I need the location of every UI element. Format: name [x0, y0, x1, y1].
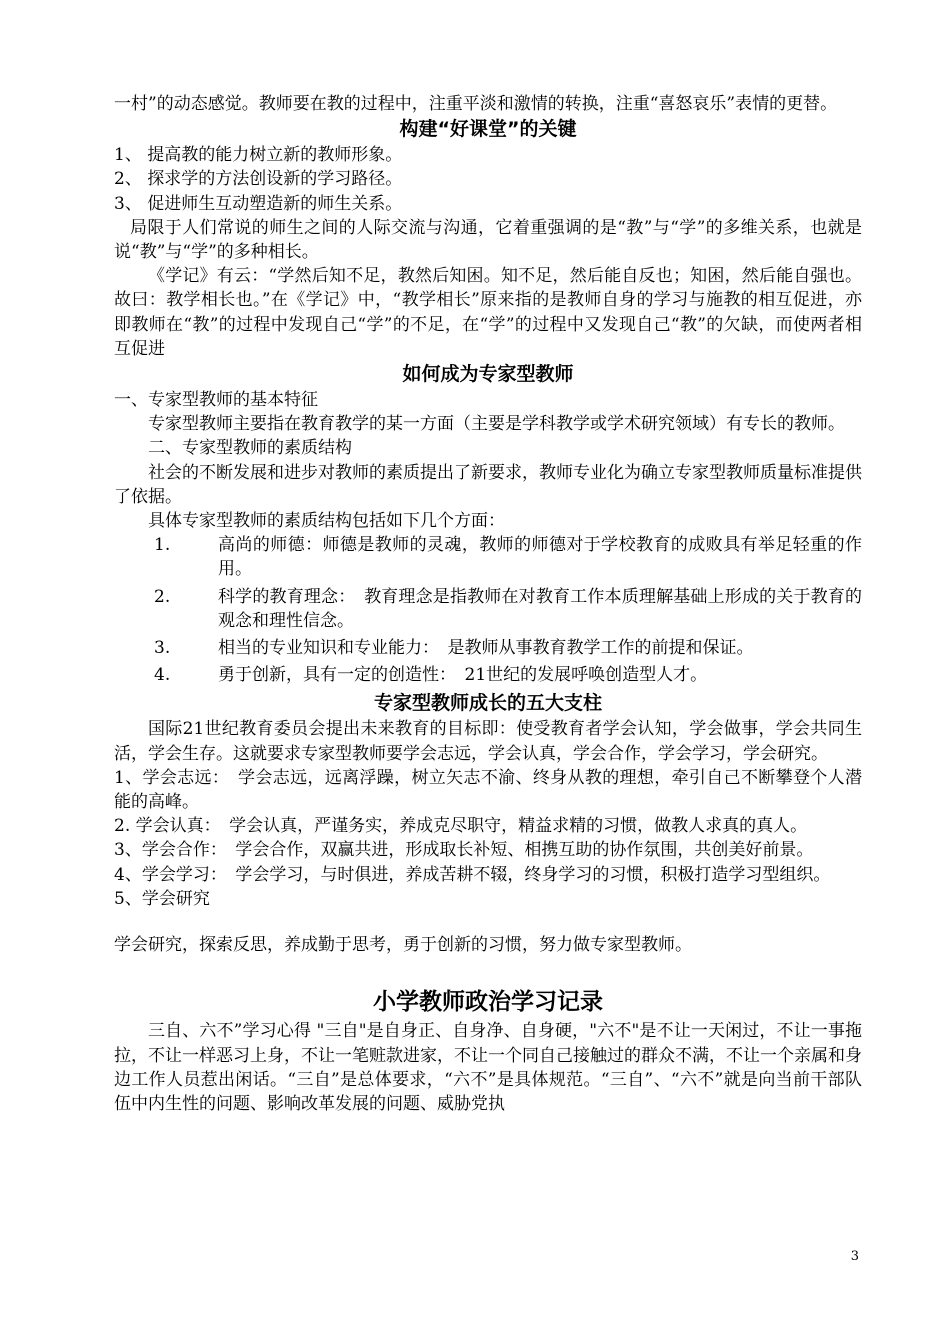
paragraph: 专家型教师主要指在教育教学的某一方面（主要是学科教学或学术研究领域）有专长的教师。 — [148, 414, 845, 435]
list-text: 相当的专业知识和专业能力： 是教师从事教育教学工作的前提和保证。 — [218, 638, 754, 659]
page-number: 3 — [850, 1249, 859, 1264]
list-item — [114, 533, 862, 581]
spacer — [114, 957, 862, 985]
list-item — [114, 663, 862, 687]
section-heading-political-study: 小学教师政治学习记录 — [373, 989, 603, 1016]
paragraph: 具体专家型教师的素质结构包括如下几个方面： — [148, 511, 505, 532]
intro-paragraph: 一村”的动态感觉。教师要在教的过程中，注重平淡和激情的转换，注重“喜怒哀乐”表情的更替。 — [114, 94, 838, 114]
list-item: 3、学会合作： 学会合作，双赢共进，形成取长补短、相携互助的协作氛围，共创美好前景。 — [114, 840, 814, 861]
list-item: 1、学会志远： 学会志远，远离浮躁，树立矢志不渝、终身从教的理想，牵引自己不断攀登个人潜能的高峰。 — [114, 767, 862, 813]
list-number: 4. — [154, 665, 171, 686]
list-item: 5、学会研究 — [114, 888, 210, 909]
subheading: 一、专家型教师的基本特征 — [114, 390, 318, 411]
list-item — [114, 636, 862, 660]
list-item — [114, 585, 862, 633]
spacer — [114, 911, 862, 933]
paragraph: 社会的不断发展和进步对教师的素质提出了新要求，教师专业化为确立专家型教师质量标准提供了依据。 — [114, 462, 862, 507]
list-item: 2. 学会认真： 学会认真，严谨务实，养成克尽职守，精益求精的习惯，做教人求真的真人。 — [114, 816, 808, 837]
paragraph: 国际21世纪教育委员会提出未来教育的目标即：使受教育者学会认知，学会做事，学会共同生活，学会生存。这就要求专家型教师要学会志远，学会认真，学会合作，学会学习，学会研究。 — [114, 719, 862, 764]
list-item: 1、 提高教的能力树立新的教师形象。 — [114, 145, 403, 166]
numbered-list — [114, 533, 862, 687]
paragraph: 三自、六不”学习心得 "三自"是自身正、自身净、自身硬，"六不"是不让一天闲过，不让一事拖拉，不让一样恶习上身，不让一笔赃款进家，不让一个同自己接触过的群众不满，不让一个亲属和身边工作人员惹出闲话。“三自”是总体要求，“六不”是具体规范。“三自”、“六不”就是向当前干部队伍中内生性的问题、影响改革发展的问题、威胁党执 — [114, 1021, 862, 1114]
list-text: 科学的教育理念： 教育理念是指教师在对教育工作本质理解基础上形成的关于教育的观念和理性信念。 — [218, 586, 862, 631]
list-number: 2. — [154, 586, 171, 607]
list-number: 1. — [154, 535, 171, 556]
paragraph: 《学记》有云：“学然后知不足，教然后知困。知不足，然后能自反也；知困，然后能自强也。故曰：教学相长也。”在《学记》中，“教学相长”原来指的是教师自身的学习与施教的相互促进，亦即教师在“教”的过程中发现自己“学”的不足，在“学”的过程中又发现自己“教”的欠缺，而使两者相互促进 — [114, 266, 862, 359]
section-heading-good-classroom: 构建“好课堂”的关键 — [399, 118, 577, 141]
list-text: 勇于创新，具有一定的创造性： 21世纪的发展呼唤创造型人才。 — [218, 665, 708, 686]
list-item: 2、 探求学的方法创设新的学习路径。 — [114, 169, 403, 190]
paragraph: 局限于人们常说的师生之间的人际交流与沟通，它着重强调的是“教”与“学”的多维关系，也就是说“教”与“学”的多种相长。 — [114, 217, 862, 263]
list-text: 高尚的师德：师德是教师的灵魂，教师的师德对于学校教育的成败具有举足轻重的作用。 — [218, 535, 862, 580]
document-page — [114, 92, 862, 1116]
paragraph: 学会研究，探索反思，养成勤于思考，勇于创新的习惯，努力做专家型教师。 — [114, 935, 692, 956]
list-item: 4、学会学习： 学会学习，与时俱进，养成苦耕不辍，终身学习的习惯，积极打造学习型组织。 — [114, 864, 831, 885]
section-heading-five-pillars: 专家型教师成长的五大支柱 — [373, 692, 602, 715]
subheading: 二、专家型教师的素质结构 — [148, 438, 352, 459]
section-heading-expert-teacher: 如何成为专家型教师 — [402, 363, 574, 386]
list-number: 3. — [154, 638, 171, 659]
list-item: 3、 促进师生互动塑造新的师生关系。 — [114, 193, 403, 214]
